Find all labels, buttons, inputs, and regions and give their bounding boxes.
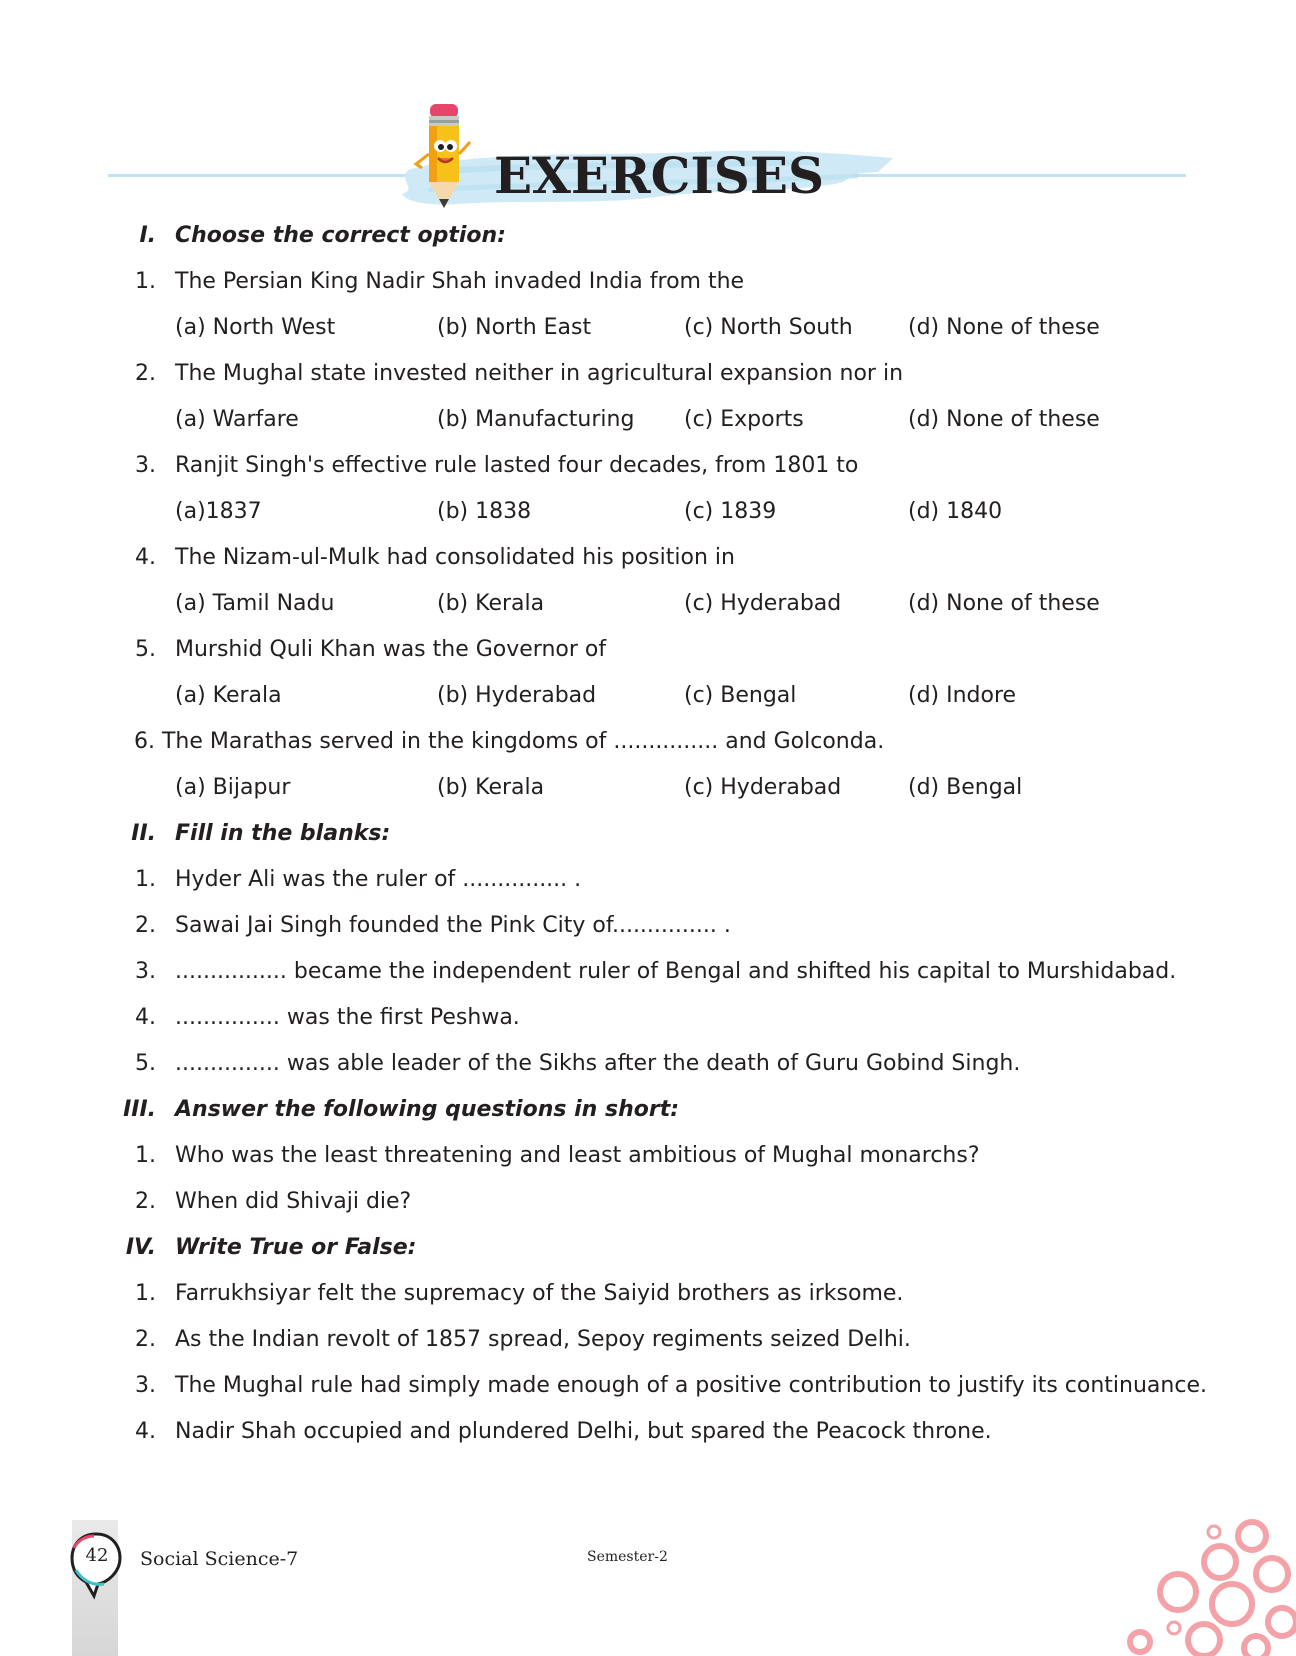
decorative-circles xyxy=(1122,1518,1296,1656)
option-d: (d) None of these xyxy=(908,407,1100,432)
option-a: (a) Tamil Nadu xyxy=(175,591,335,616)
option-b: (b) Kerala xyxy=(437,775,545,800)
question-text: The Mughal state invested neither in agricultural expansion nor in xyxy=(175,361,904,386)
option-a: (a)1837 xyxy=(175,499,262,524)
page-number: 42 xyxy=(85,1545,109,1566)
option-b: (b) 1838 xyxy=(437,499,532,524)
question-number: 2. xyxy=(135,361,156,386)
option-d: (d) 1840 xyxy=(908,499,1003,524)
item-text: Nadir Shah occupied and plundered Delhi, but spared the Peacock throne. xyxy=(175,1419,992,1444)
item-number: 1. xyxy=(135,867,156,892)
question-text: 6. The Marathas served in the kingdoms of ............... and Golconda. xyxy=(134,729,885,754)
option-b: (b) North East xyxy=(437,315,592,340)
question-text: Ranjit Singh's effective rule lasted four decades, from 1801 to xyxy=(175,453,859,478)
question-number: 4. xyxy=(135,545,156,570)
option-b: (b) Kerala xyxy=(437,591,545,616)
question-number: 3. xyxy=(135,453,156,478)
section-title: Answer the following questions in short: xyxy=(175,1097,680,1122)
question-text: The Persian King Nadir Shah invaded India from the xyxy=(175,269,745,294)
section-number: IV. xyxy=(125,1235,156,1260)
item-number: 5. xyxy=(135,1051,156,1076)
section-title: Choose the correct option: xyxy=(175,223,506,248)
semester-label: Semester-2 xyxy=(587,1549,668,1565)
item-text: As the Indian revolt of 1857 spread, Sepoy regiments seized Delhi. xyxy=(175,1327,911,1352)
section-number: I. xyxy=(139,223,156,248)
option-c: (c) Hyderabad xyxy=(684,591,842,616)
item-number: 1. xyxy=(135,1281,156,1306)
pencil-mascot-icon xyxy=(412,102,474,214)
option-b: (b) Hyderabad xyxy=(437,683,597,708)
item-text: Who was the least threatening and least ambitious of Mughal monarchs? xyxy=(175,1143,980,1168)
item-number: 4. xyxy=(135,1005,156,1030)
option-d: (d) None of these xyxy=(908,591,1100,616)
item-text: Sawai Jai Singh founded the Pink City of............... . xyxy=(175,913,731,938)
option-d: (d) None of these xyxy=(908,315,1100,340)
section-number: III. xyxy=(123,1097,156,1122)
question-text: Murshid Quli Khan was the Governor of xyxy=(175,637,607,662)
section-title: Fill in the blanks: xyxy=(175,821,391,846)
question-number: 1. xyxy=(135,269,156,294)
item-text: ................ became the independent ruler of Bengal and shifted his capital to Murshidabad. xyxy=(175,959,1177,984)
item-number: 2. xyxy=(135,1189,156,1214)
item-text: The Mughal rule had simply made enough of a positive contribution to justify its continuance. xyxy=(175,1373,1207,1398)
item-text: ............... was the first Peshwa. xyxy=(175,1005,520,1030)
option-b: (b) Manufacturing xyxy=(437,407,635,432)
exercises-title: EXERCISES xyxy=(494,146,825,205)
option-a: (a) Bijapur xyxy=(175,775,291,800)
section-number: II. xyxy=(131,821,156,846)
book-title: Social Science-7 xyxy=(140,1548,299,1570)
option-c: (c) Bengal xyxy=(684,683,797,708)
item-number: 2. xyxy=(135,913,156,938)
option-c: (c) 1839 xyxy=(684,499,777,524)
option-d: (d) Indore xyxy=(908,683,1017,708)
option-a: (a) Kerala xyxy=(175,683,282,708)
question-number: 5. xyxy=(135,637,156,662)
option-c: (c) North South xyxy=(684,315,853,340)
item-number: 1. xyxy=(135,1143,156,1168)
item-number: 2. xyxy=(135,1327,156,1352)
item-text: When did Shivaji die? xyxy=(175,1189,412,1214)
item-number: 3. xyxy=(135,959,156,984)
item-text: Farrukhsiyar felt the supremacy of the Saiyid brothers as irksome. xyxy=(175,1281,904,1306)
item-number: 3. xyxy=(135,1373,156,1398)
option-c: (c) Hyderabad xyxy=(684,775,842,800)
item-number: 4. xyxy=(135,1419,156,1444)
item-text: ............... was able leader of the Sikhs after the death of Guru Gobind Singh. xyxy=(175,1051,1021,1076)
section-title: Write True or False: xyxy=(175,1235,417,1260)
option-a: (a) North West xyxy=(175,315,336,340)
option-a: (a) Warfare xyxy=(175,407,299,432)
option-d: (d) Bengal xyxy=(908,775,1023,800)
question-text: The Nizam-ul-Mulk had consolidated his position in xyxy=(175,545,735,570)
item-text: Hyder Ali was the ruler of ............... . xyxy=(175,867,582,892)
option-c: (c) Exports xyxy=(684,407,804,432)
